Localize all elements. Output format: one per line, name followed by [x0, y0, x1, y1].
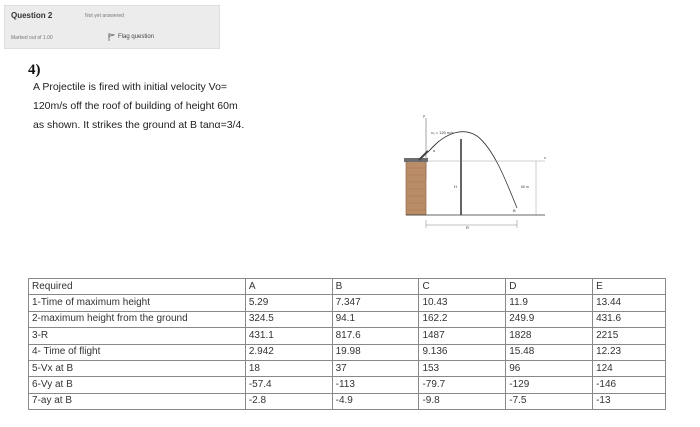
table-cell: 5.29: [245, 295, 332, 311]
table-cell: 2215: [593, 328, 666, 344]
roof-ledge: [404, 158, 428, 162]
table-header-cell: Required: [29, 279, 246, 295]
table-cell: -113: [332, 377, 419, 393]
answer-table: [28, 278, 666, 410]
table-cell: 5-Vx at B: [29, 360, 246, 376]
height-label: 60 m: [521, 185, 529, 189]
building: [406, 161, 426, 215]
table-cell: 249.9: [506, 311, 593, 327]
table-cell: 9.136: [419, 344, 506, 360]
table-cell: 1-Time of maximum height: [29, 295, 246, 311]
table-cell: 124: [593, 360, 666, 376]
table-cell: -4.9: [332, 393, 419, 409]
table-cell: 19.98: [332, 344, 419, 360]
table-header-cell: E: [593, 279, 666, 295]
y-axis-label: y: [423, 113, 425, 118]
table-cell: -7.5: [506, 393, 593, 409]
problem-number: 4): [28, 62, 41, 78]
table-cell: 6-Vy at B: [29, 377, 246, 393]
table-cell: -2.8: [245, 393, 332, 409]
table-cell: -57.4: [245, 377, 332, 393]
question-number: 2: [47, 11, 53, 20]
trajectory-curve: [428, 132, 517, 208]
table-row: [29, 311, 666, 327]
table-cell: 1828: [506, 328, 593, 344]
table-header-row: [29, 279, 666, 295]
table-cell: 15.48: [506, 344, 593, 360]
table-cell: 1487: [419, 328, 506, 344]
table-cell: 12.23: [593, 344, 666, 360]
h-label: H: [454, 184, 457, 189]
table-cell: 2-maximum height from the ground: [29, 311, 246, 327]
table-cell: 324.5: [245, 311, 332, 327]
velocity-label: v₀ = 120 m/s: [431, 130, 454, 135]
table-cell: 37: [332, 360, 419, 376]
table-cell: -146: [593, 377, 666, 393]
table-cell: 94.1: [332, 311, 419, 327]
table-cell: 2.942: [245, 344, 332, 360]
table-cell: 3-R: [29, 328, 246, 344]
table-header-cell: A: [245, 279, 332, 295]
table-cell: -129: [506, 377, 593, 393]
table-cell: 153: [419, 360, 506, 376]
table-cell: 96: [506, 360, 593, 376]
table-cell: 13.44: [593, 295, 666, 311]
question-label: Question 2: [11, 11, 53, 20]
table-row: [29, 344, 666, 360]
table-header-cell: B: [332, 279, 419, 295]
table-cell: 7-ay at B: [29, 393, 246, 409]
flag-icon: [108, 33, 115, 41]
table-cell: 162.2: [419, 311, 506, 327]
table-cell: 431.6: [593, 311, 666, 327]
flag-question-label: Flag question: [118, 34, 155, 40]
table-cell: 7.347: [332, 295, 419, 311]
problem-text-line-2: 120m/s off the roof of building of height 60m: [33, 100, 238, 112]
table-cell: 10.43: [419, 295, 506, 311]
flag-question-button[interactable]: [108, 33, 154, 41]
table-cell: -79.7: [419, 377, 506, 393]
question-info-box: [4, 5, 220, 49]
alpha-label: α: [433, 148, 436, 153]
table-row: [29, 377, 666, 393]
problem-text-line-3: as shown. It strikes the ground at B tanα=3/4.: [33, 119, 245, 131]
projectile-figure: [395, 108, 555, 238]
r-label: R: [466, 225, 469, 230]
question-marks: Marked out of 1.00: [11, 35, 53, 41]
table-row: [29, 393, 666, 409]
table-row: [29, 360, 666, 376]
table-cell: 817.6: [332, 328, 419, 344]
table-cell: -9.8: [419, 393, 506, 409]
question-state: Not yet answered: [85, 13, 124, 19]
table-cell: 18: [245, 360, 332, 376]
b-label: B: [513, 208, 516, 213]
table-cell: 4- Time of flight: [29, 344, 246, 360]
table-cell: 431.1: [245, 328, 332, 344]
x-axis-label: x: [544, 155, 546, 160]
table-row: [29, 295, 666, 311]
problem-text-line-1: A Projectile is fired with initial velocity Vo=: [33, 81, 228, 93]
table-row: [29, 328, 666, 344]
table-header-cell: C: [419, 279, 506, 295]
table-cell: -13: [593, 393, 666, 409]
table-header-cell: D: [506, 279, 593, 295]
table-cell: 11.9: [506, 295, 593, 311]
